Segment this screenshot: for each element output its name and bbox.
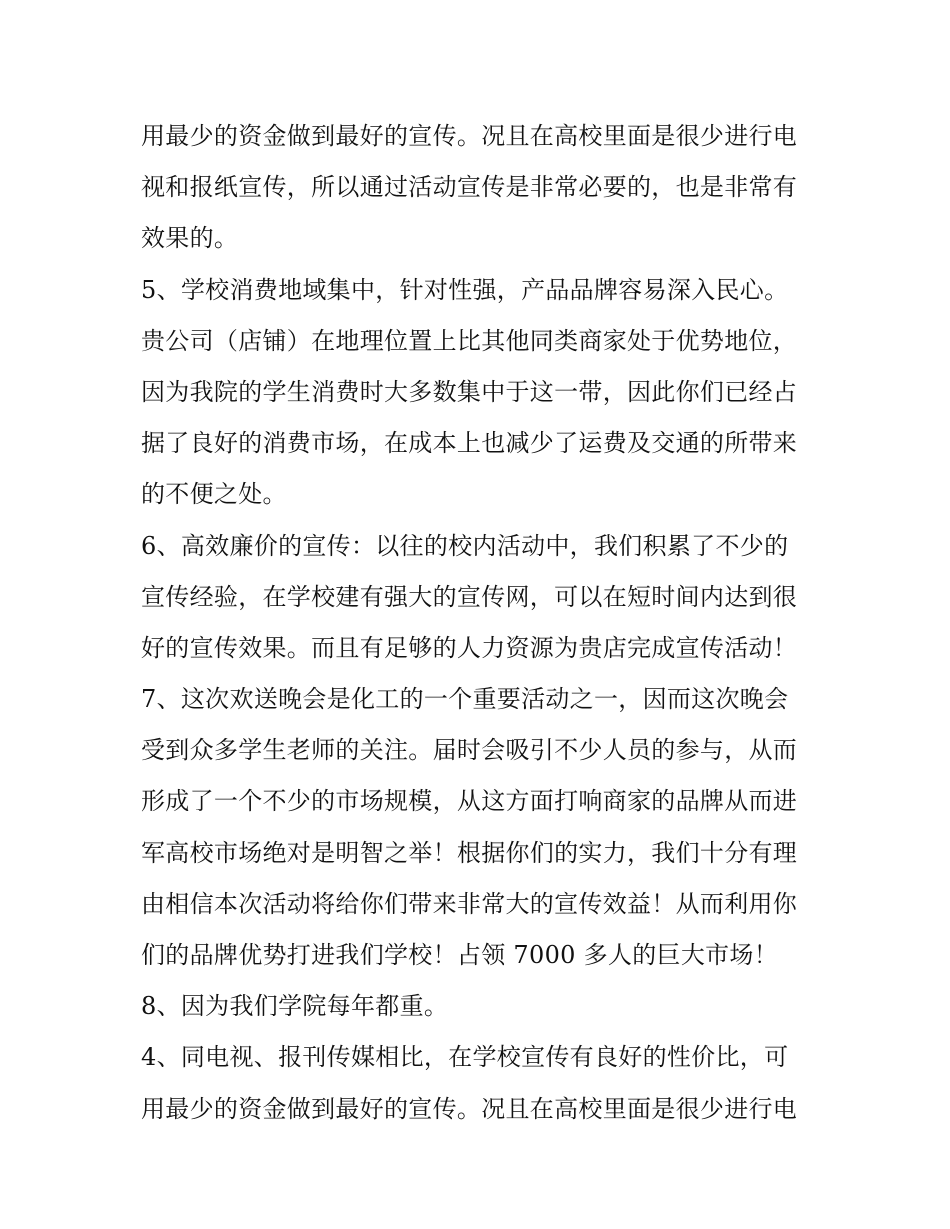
text-line: 形成了一个不少的市场规模，从这方面打响商家的品牌从而进 [141,787,798,816]
text-line: 8、因为我们学院每年都重。 [141,992,449,1021]
text-line: 视和报纸宣传，所以通过活动宣传是非常必要的，也是非常有 [141,173,798,202]
text-line: 5、学校消费地域集中，针对性强，产品品牌容易深入民心。 [141,275,789,304]
text-line: 们的品牌优势打进我们学校！占领 7000 多人的巨大市场！ [141,941,779,969]
text-line: 贵公司（店铺）在地理位置上比其他同类商家处于优势地位， [141,326,798,355]
text-line: 好的宣传效果。而且有足够的人力资源为贵店完成宣传活动！ [141,633,798,662]
text-line: 受到众多学生老师的关注。届时会吸引不少人员的参与，从而 [141,736,798,765]
document-body [141,111,821,1135]
text-line: 因为我院的学生消费时大多数集中于这一带，因此你们已经占 [141,377,798,406]
text-line: 4、同电视、报刊传媒相比，在学校宣传有良好的性价比，可 [141,1043,789,1072]
text-line: 用最少的资金做到最好的宣传。况且在高校里面是很少进行电 [141,122,798,150]
text-line: 据了良好的消费市场，在成本上也减少了运费及交通的所带来 [141,429,798,458]
text-line: 效果的。 [141,224,239,253]
text-line: 7、这次欢送晚会是化工的一个重要活动之一，因而这次晚会 [141,685,789,714]
text-line: 军高校市场绝对是明智之举！根据你们的实力，我们十分有理 [141,838,798,867]
text-line: 的不便之处。 [141,480,287,509]
text-line: 6、高效廉价的宣传：以往的校内活动中，我们积累了不少的 [141,531,789,560]
text-line: 由相信本次活动将给你们带来非常大的宣传效益！从而利用你 [141,889,798,918]
text-line: 用最少的资金做到最好的宣传。况且在高校里面是很少进行电 [141,1094,798,1123]
text-line: 宣传经验，在学校建有强大的宣传网，可以在短时间内达到很 [141,582,798,611]
